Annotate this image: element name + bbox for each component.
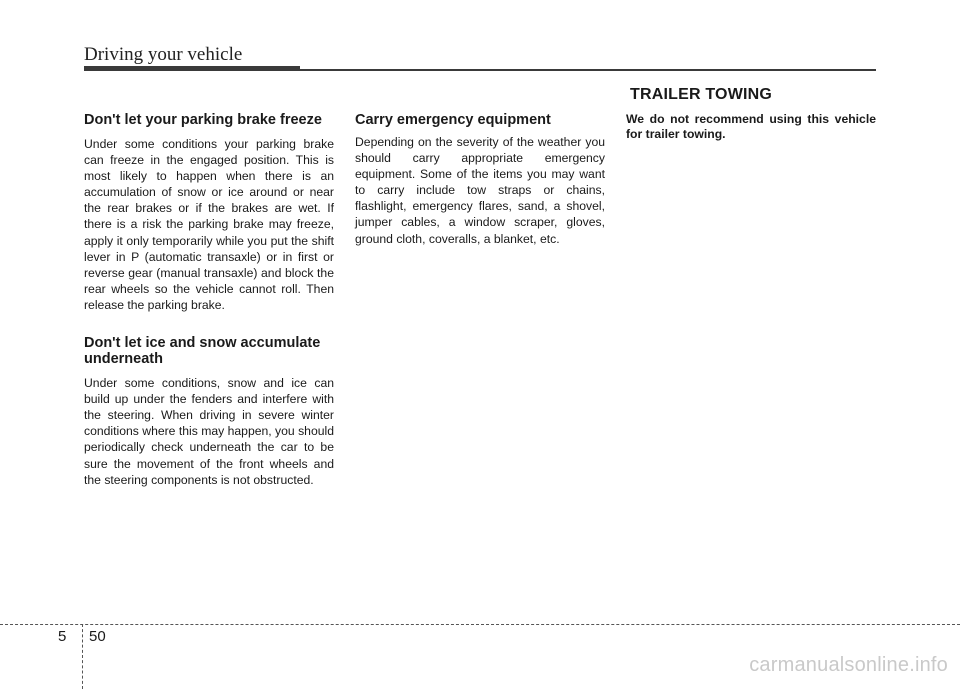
section-heading-emergency-equipment: Carry emergency equipment — [355, 112, 551, 128]
section-body-emergency-equipment: Depending on the severity of the weather you should carry appropriate emergency equipment. Some of the items you may want to carry include tow straps or chains, flashlight, emergency flares, sand, a shovel, jumper cables, a window scraper, gloves, ground cloth, coveralls, a blanket, etc. — [355, 135, 605, 246]
section-heading-ice-snow: Don't let ice and snow accumulate underneath — [84, 335, 321, 368]
footer-vertical-divider — [82, 624, 83, 689]
section-body-ice-snow: Under some conditions, snow and ice can build up under the fenders and interfere with the steering. When driving in severe winter conditions where this may happen, you should periodically check underneath the car to be sure the movement of the front wheels and the steering components is not obstructed. — [84, 376, 334, 487]
header-rule-thin — [300, 69, 876, 71]
column-left — [84, 112, 334, 510]
column-middle — [355, 112, 605, 269]
footer-divider — [0, 624, 960, 625]
header-rule-thick — [84, 66, 300, 71]
page-number: 50 — [89, 628, 106, 645]
section-heading-parking-brake: Don't let your parking brake freeze — [84, 112, 322, 128]
section-body-trailer-towing: We do not recommend using this vehicle for trailer towing. — [626, 112, 876, 141]
section-body-parking-brake: Under some conditions your parking brake can freeze in the engaged position. This is most likely to happen when there is an accumulation of snow or ice around or near the rear brakes or if the brakes are wet. If there is a risk the parking brake may freeze, apply it only temporarily while you put the shift lever in P (automatic transaxle) or in first or reverse gear (manual transaxle) and block the rear wheels so the vehicle cannot roll. Then release the parking brake. — [84, 137, 334, 312]
page-header-title: Driving your vehicle — [84, 44, 243, 65]
section-title-trailer-towing: TRAILER TOWING — [630, 86, 773, 103]
column-right — [626, 112, 876, 142]
watermark: carmanualsonline.info — [749, 654, 948, 676]
chapter-number: 5 — [58, 628, 67, 645]
